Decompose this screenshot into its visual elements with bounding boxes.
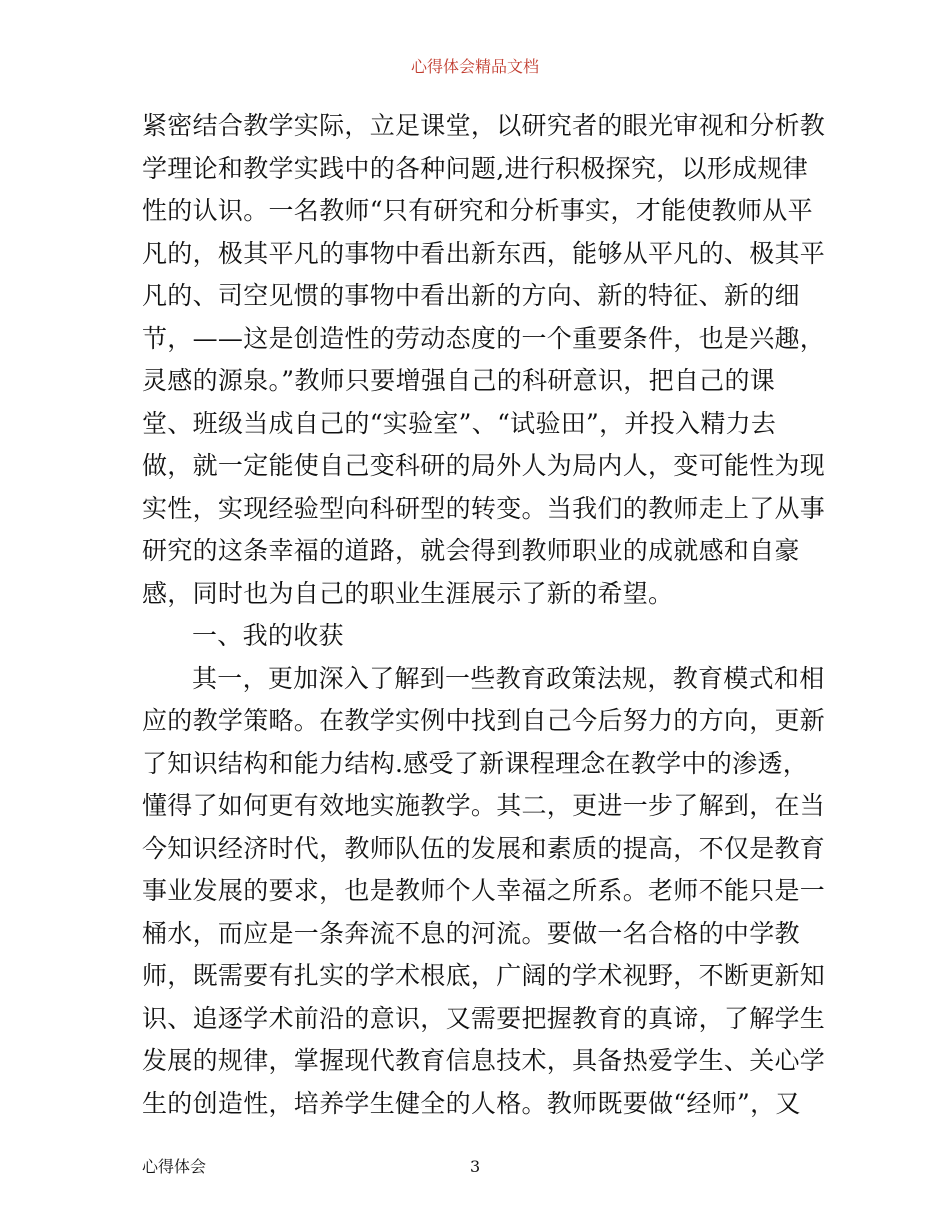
body-line-9: 做，就一定能使自己变科研的局外人为局内人，变可能性为现 xyxy=(142,451,826,480)
body-line-12: 感，同时也为自己的职业生涯展示了新的希望。 xyxy=(142,578,674,608)
footer-label: 心得体会 xyxy=(142,1157,207,1176)
document-body xyxy=(142,105,826,1125)
body-line-7: 灵感的源泉。”教师只要增强自己的科研意识，把自己的课 xyxy=(142,366,776,395)
body-line-15: 应的教学策略。在教学实例中找到自己今后努力的方向，更新 xyxy=(142,706,826,735)
page-footer xyxy=(142,1156,822,1178)
body-line-1: 紧密结合教学实际，立足课堂，以研究者的眼光审视和分析教 xyxy=(142,111,826,140)
body-line-6: 节，——这是创造性的劳动态度的一个重要条件，也是兴趣， xyxy=(142,323,826,353)
body-line-19: 事业发展的要求，也是教师个人幸福之所系。老师不能只是一 xyxy=(142,876,826,905)
body-line-22: 识、追逐学术前沿的意识，又需要把握教育的真谛，了解学生 xyxy=(142,1003,826,1033)
body-line-10: 实性，实现经验型向科研型的转变。当我们的教师走上了从事 xyxy=(142,493,826,523)
body-line-18: 今知识经济时代，教师队伍的发展和素质的提高，不仅是教育 xyxy=(142,833,826,863)
body-line-4: 凡的，极其平凡的事物中看出新东西，能够从平凡的、极其平 xyxy=(142,238,826,268)
body-line-21: 师，既需要有扎实的学术根底，广阔的学术视野，不断更新知 xyxy=(142,961,826,990)
body-line-17: 懂得了如何更有效地实施教学。其二，更进一步了解到，在当 xyxy=(142,791,826,820)
body-line-23: 发展的规律，掌握现代教育信息技术，具备热爱学生、关心学 xyxy=(142,1046,826,1075)
body-line-2: 学理论和教学实践中的各种问题,进行积极探究，以形成规律 xyxy=(142,153,809,183)
body-line-16: 了知识结构和能力结构.感受了新课程理念在教学中的渗透， xyxy=(142,748,809,778)
body-line-14: 其一，更加深入了解到一些教育政策法规，教育模式和相 xyxy=(192,663,825,693)
body-line-5: 凡的、司空见惯的事物中看出新的方向、新的特征、新的细 xyxy=(142,281,800,310)
section-heading: 一、我的收获 xyxy=(192,621,344,650)
page-number: 3 xyxy=(470,1157,481,1176)
body-line-8: 堂、班级当成自己的“实验室”、“试验田”，并投入精力去 xyxy=(142,408,777,438)
page-header-title: 心得体会精品文档 xyxy=(410,57,539,76)
body-line-20: 桶水，而应是一条奔流不息的河流。要做一名合格的中学教 xyxy=(142,918,800,948)
body-line-3: 性的认识。一名教师“只有研究和分析事实，才能使教师从平 xyxy=(142,196,813,225)
body-line-11: 研究的这条幸福的道路，就会得到教师职业的成就感和自豪 xyxy=(142,536,800,565)
body-line-24: 生的创造性，培养学生健全的人格。教师既要做“经师”，又 xyxy=(142,1088,801,1118)
